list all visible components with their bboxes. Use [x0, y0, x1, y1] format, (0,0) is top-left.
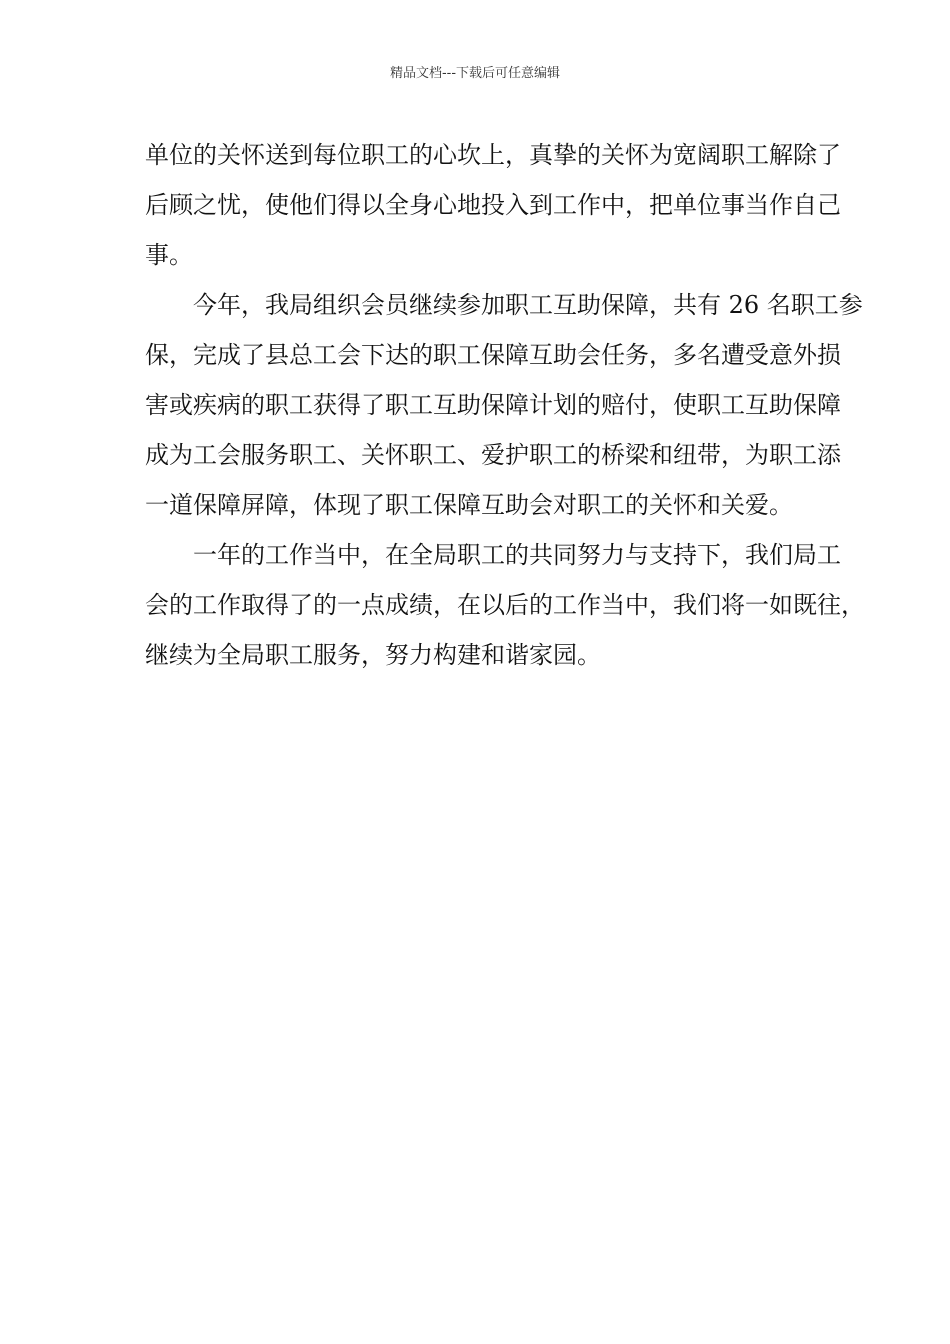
- paragraph-3-line-1: 一年的工作当中，在全局职工的共同努力与支持下，我们局工: [193, 541, 841, 569]
- paragraph-2-line-5: 一道保障屏障，体现了职工保障互助会对职工的关怀和关爱。: [145, 491, 793, 519]
- paragraph-2-line-3: 害或疾病的职工获得了职工互助保障计划的赔付，使职工互助保障: [145, 391, 841, 419]
- paragraph-1-line-1: 单位的关怀送到每位职工的心坎上，真挚的关怀为宽阔职工解除了: [145, 141, 841, 169]
- paragraph-1-line-3: 事。: [145, 241, 193, 269]
- paragraph-2-line-2: 保，完成了县总工会下达的职工保障互助会任务，多名遭受意外损: [145, 341, 841, 369]
- paragraph-2-line-4: 成为工会服务职工、关怀职工、爱护职工的桥梁和纽带，为职工添: [145, 441, 841, 469]
- paragraph-1-line-2: 后顾之忧，使他们得以全身心地投入到工作中，把单位事当作自己: [145, 191, 841, 219]
- paragraph-2-line-1: 今年，我局组织会员继续参加职工互助保障，共有 26 名职工参: [193, 291, 863, 319]
- page-header: 精品文档---下载后可任意编辑: [389, 66, 561, 81]
- paragraph-3-line-3: 继续为全局职工服务，努力构建和谐家园。: [145, 641, 601, 669]
- paragraph-3-line-2: 会的工作取得了的一点成绩，在以后的工作当中，我们将一如既往，: [145, 591, 865, 619]
- document-body: [145, 130, 865, 680]
